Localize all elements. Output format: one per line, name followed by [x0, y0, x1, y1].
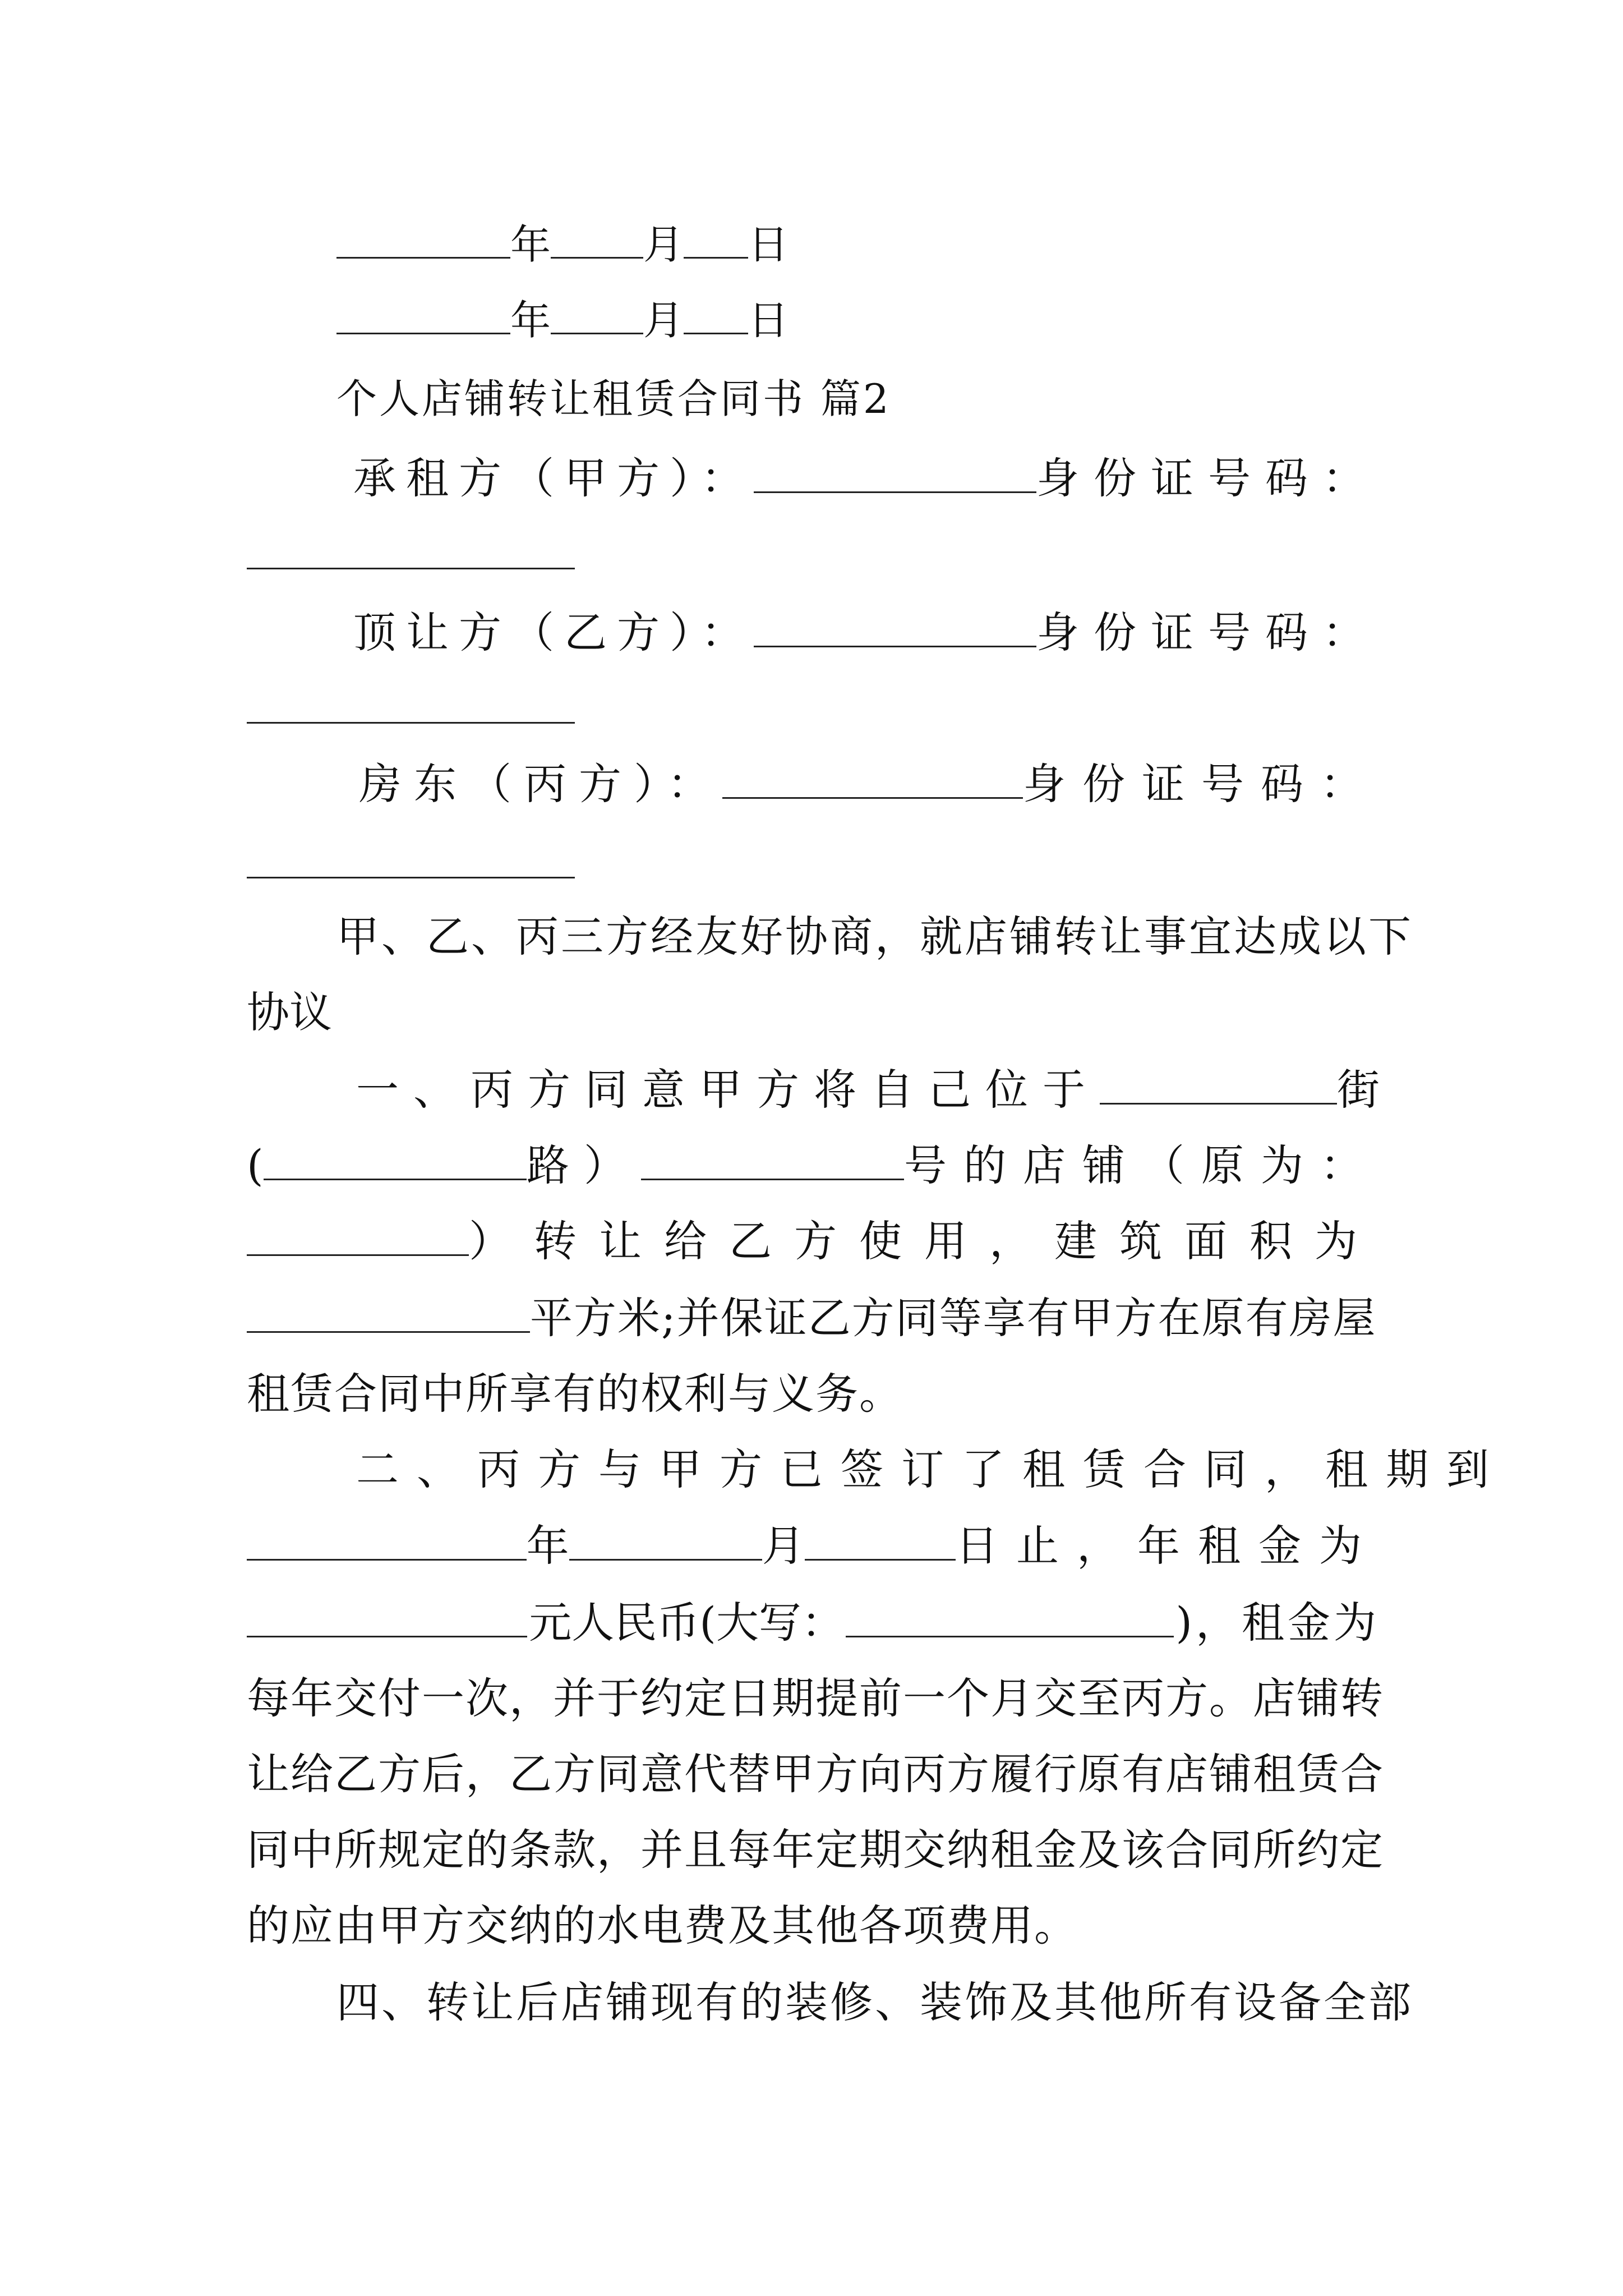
month-label: 月: [643, 221, 684, 268]
intro-line-2: 协议: [247, 987, 332, 1037]
blank-month[interactable]: [551, 300, 643, 334]
intro-line-1: 甲、乙、丙三方经友好协商，就店铺转让事宜达成以下: [336, 912, 1413, 961]
clause2-line-3: [247, 1598, 1380, 1648]
clause2-rent: )，租金为: [1175, 1598, 1380, 1648]
clause1-line-5: 租赁合同中所享有的权利与义务。: [247, 1369, 903, 1419]
blank-rent-uppercase[interactable]: [846, 1603, 1174, 1637]
day-label: 日: [748, 297, 789, 344]
clause2-line-7: 的应由甲方交纳的水电费及其他各项费用。: [247, 1901, 1078, 1950]
blank-year[interactable]: [336, 224, 510, 259]
blank-lease-year[interactable]: [247, 1526, 527, 1561]
clause2-month: 月: [762, 1521, 805, 1571]
clause2-line-4: 每年交付一次，并于约定日期提前一个月交至丙方。店铺转: [247, 1673, 1384, 1723]
clause1-line-1: [356, 1065, 1380, 1115]
blank-rent-amount[interactable]: [247, 1603, 527, 1637]
date-line-2: [336, 297, 789, 344]
blank-area[interactable]: [247, 1299, 530, 1333]
day-label: 日: [748, 221, 789, 268]
party-transferee-id-blank[interactable]: [247, 722, 575, 724]
blank-day[interactable]: [684, 300, 748, 334]
clause1-transfer: ）转让给乙方使用，建筑面积为: [469, 1216, 1380, 1266]
party-transferee-label: 顶让方（乙方）：: [353, 608, 754, 657]
clause2-line-1: 二、丙方与甲方已签订了租赁合同，租期到: [356, 1444, 1507, 1494]
clause1-road: 路）: [526, 1140, 641, 1190]
party-landlord-label: 房东（丙方）：: [359, 759, 722, 809]
clause2-day: 日止，年租金为: [956, 1521, 1380, 1571]
party-lessee-label: 承租方（甲方）：: [353, 453, 754, 503]
clause1-line-2: [247, 1140, 1380, 1190]
blank-original-use[interactable]: [247, 1222, 469, 1256]
document-title: 个人店铺转让租赁合同书 篇2: [336, 375, 891, 422]
blank-road[interactable]: [264, 1146, 527, 1180]
party-transferee-id-label: 身份证号码：: [1036, 608, 1380, 657]
clause2-line-5: 让给乙方后，乙方同意代替甲方向丙方履行原有店铺租赁合: [247, 1749, 1384, 1799]
blank-lease-day[interactable]: [805, 1526, 956, 1561]
clause1-line-4: [247, 1293, 1377, 1343]
clause1-area-text: 平方米;并保证乙方同等享有甲方在原有房屋: [530, 1293, 1377, 1343]
party-lessee-id-label: 身份证号码：: [1036, 453, 1380, 503]
party-landlord-id-blank[interactable]: [247, 877, 575, 878]
clause2-line-2: [247, 1521, 1380, 1571]
clause4-line-1: 四、转让后店铺现有的装修、装饰及其他所有设备全部: [336, 1977, 1413, 2027]
party-transferee-row: [353, 608, 1380, 657]
clause2-year: 年: [526, 1521, 569, 1571]
clause1-street: 街: [1337, 1065, 1380, 1115]
party-lessee-row: [353, 453, 1380, 503]
party-landlord-id-label: 身份证号码：: [1023, 759, 1380, 809]
date-line-1: [336, 221, 789, 268]
clause1-line-3: [247, 1216, 1380, 1266]
party-landlord-name-blank[interactable]: [722, 765, 1023, 799]
party-lessee-name-blank[interactable]: [754, 459, 1036, 493]
blank-lease-month[interactable]: [569, 1526, 762, 1561]
clause1-paren: (: [247, 1140, 264, 1190]
clause2-line-6: 同中所规定的条款，并且每年定期交纳租金及该合同所约定: [247, 1825, 1384, 1875]
blank-year[interactable]: [336, 300, 510, 334]
party-lessee-id-blank[interactable]: [247, 568, 575, 569]
blank-number[interactable]: [641, 1146, 904, 1180]
party-landlord-row: [359, 759, 1380, 809]
party-transferee-name-blank[interactable]: [754, 613, 1036, 647]
clause1-shop: 号的店铺（原为：: [904, 1140, 1380, 1190]
year-label: 年: [510, 297, 551, 344]
year-label: 年: [510, 221, 551, 268]
month-label: 月: [643, 297, 684, 344]
blank-month[interactable]: [551, 224, 643, 259]
clause2-rmb: 元人民币(大写：: [529, 1598, 844, 1648]
clause1-text: 一、丙方同意甲方将自己位于: [356, 1065, 1100, 1115]
blank-day[interactable]: [684, 224, 748, 259]
blank-street[interactable]: [1100, 1070, 1337, 1105]
